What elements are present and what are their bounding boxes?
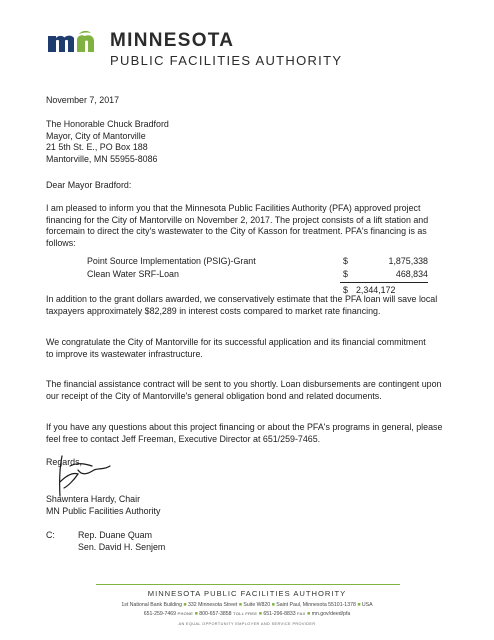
financing-amount: 468,834: [395, 269, 428, 279]
footer-address-part: Suite W820: [243, 602, 271, 608]
signer-block: [46, 494, 160, 517]
paragraph-intro: [46, 203, 428, 249]
recipient-line: The Honorable Chuck Bradford: [46, 119, 169, 129]
financing-currency: $: [343, 256, 348, 266]
paragraph-congratulations: [46, 337, 426, 360]
paragraph-line: follows:: [46, 237, 76, 248]
paragraph-line: our receipt of the City of Mantorville's general obligation bond and related documents.: [46, 390, 382, 401]
recipient-line: Mantorville, MN 55955-8086: [46, 153, 158, 164]
org-subtitle: PUBLIC FACILITIES AUTHORITY: [110, 53, 343, 68]
minnesota-logo-icon: [46, 30, 100, 54]
paragraph-savings: [46, 294, 437, 317]
recipient-line: Mayor, City of Mantorville: [46, 130, 146, 141]
cc-list: [78, 530, 165, 553]
letter-date: November 7, 2017: [46, 95, 120, 105]
paragraph-contract: [46, 379, 442, 402]
paragraph-line: The financial assistance contract will be sent to you shortly. Loan disbursements are contingent upon: [46, 379, 442, 389]
footer-fax: 651-296-8833: [263, 611, 296, 617]
footer-divider: [96, 584, 400, 585]
signer-title: MN Public Facilities Authority: [46, 505, 161, 516]
paragraph-line: financing for the City of Mantorville on November 2, 2017. The project consists of a lift station and: [46, 214, 429, 225]
footer-fax-label: FAX: [297, 611, 306, 616]
footer-tagline: AN EQUAL OPPORTUNITY EMPLOYER AND SERVICE PROVIDER: [178, 622, 316, 626]
separator-square-icon: ■: [183, 602, 187, 608]
cc-label: C:: [46, 530, 55, 540]
footer-address-part: 1st National Bank Building: [121, 602, 182, 608]
footer-address: [0, 602, 494, 608]
footer-website[interactable]: mn.gov/deed/pfa: [311, 611, 351, 617]
paragraph-contact: [46, 422, 442, 445]
recipient-line: 21 5th St. E., PO Box 188: [46, 142, 148, 152]
footer-phone: 651-259-7469: [143, 611, 177, 617]
paragraph-line: taxpayers approximately $82,289 in interest costs compared to market rate financing.: [46, 305, 381, 316]
footer-phone-label: PHONE: [177, 611, 194, 616]
separator-square-icon: ■: [238, 602, 242, 608]
financing-total-amount: 2,344,172: [356, 285, 396, 295]
financing-currency: $: [343, 269, 348, 279]
separator-square-icon: ■: [357, 602, 361, 608]
footer-toll-free: 800-657-3858: [199, 611, 232, 617]
financing-label: Point Source Implementation (PSIG)-Grant: [87, 256, 256, 266]
recipient-address: [46, 119, 169, 165]
separator-square-icon: ■: [307, 611, 311, 617]
cc-recipient: Rep. Duane Quam: [78, 530, 152, 540]
footer-address-part: USA: [361, 602, 373, 608]
financing-label: Clean Water SRF-Loan: [87, 269, 179, 279]
paragraph-line: feel free to contact Jeff Freeman, Executive Director at 651/259-7465.: [46, 433, 321, 444]
signer-name: Shawntera Hardy, Chair: [46, 494, 141, 504]
footer-title: MINNESOTA PUBLIC FACILITIES AUTHORITY: [147, 589, 347, 598]
total-divider: [340, 282, 428, 283]
footer-toll-free-label: TOLL FREE: [233, 611, 258, 616]
separator-square-icon: ■: [194, 611, 198, 617]
paragraph-line: In addition to the grant dollars awarded, we conservatively estimate that the PFA loan will save local: [46, 294, 438, 304]
paragraph-line: forcemain to direct the city's wastewater to the City of Kasson for treatment. PFA's financing is as: [46, 226, 427, 236]
paragraph-line: We congratulate the City of Mantorville for its successful application and its financial commitment: [46, 337, 426, 347]
financing-amount: 1,875,338: [388, 256, 428, 266]
paragraph-line: to improve its wastewater infrastructure.: [46, 348, 203, 359]
separator-square-icon: ■: [258, 611, 262, 617]
paragraph-line: I am pleased to inform you that the Minnesota Public Facilities Authority (PFA) approved project: [46, 203, 421, 213]
footer-address-part: Saint Paul, Minnesota 55101-1378: [276, 602, 356, 608]
cc-recipient: Sen. David H. Senjem: [78, 541, 166, 552]
footer-contact: [0, 611, 494, 617]
footer-address-part: 332 Minnesota Street: [188, 602, 238, 608]
paragraph-line: If you have any questions about this project financing or about the PFA's programs in general, please: [46, 422, 443, 432]
separator-square-icon: ■: [271, 602, 275, 608]
salutation: Dear Mayor Bradford:: [46, 180, 132, 190]
org-name: MINNESOTA: [110, 30, 235, 51]
financing-total-currency: $: [343, 285, 348, 295]
closing: Regards,: [46, 457, 83, 467]
